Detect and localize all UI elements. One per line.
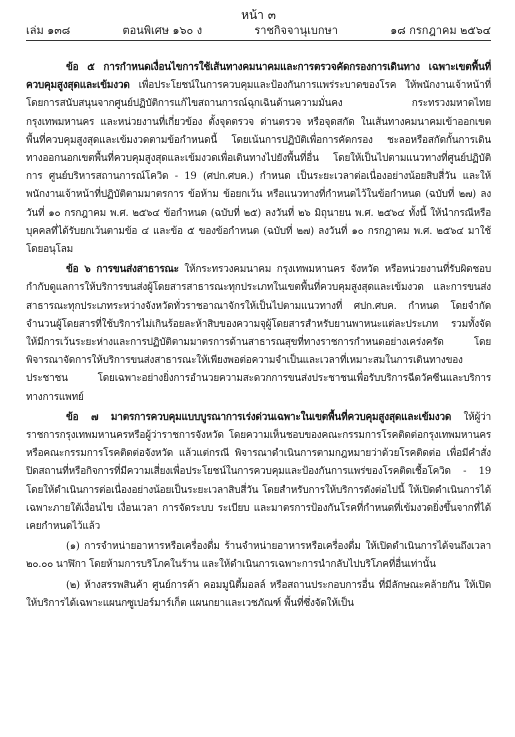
clause-5-paragraph (26, 59, 491, 259)
clause-7-item-1 (26, 538, 491, 574)
publication-name: ราชกิจจานุเบกษา (254, 24, 338, 37)
page-number: หน้า ๓ (241, 8, 276, 22)
clause-6-paragraph (26, 261, 491, 407)
item-1-text: (๑) การจำหน่ายอาหารหรือเครื่องดื่ม ร้านจำหน่ายอาหารหรือเครื่องดื่ม ให้เปิดดำเนินการได้จนถึงเวลา ๒๐.๐๐ นาฬิกา โดยห้ามการบริโภคในร้าน และให้ดำเนินการเฉพาะการนำกลับไปบริโภคที่อื่นเท่านั้น (26, 541, 491, 571)
clause-7-paragraph (26, 409, 491, 536)
clause-7-heading: ข้อ ๗ มาตรการควบคุมแบบบูรณาการเร่งด่วนเฉพาะในเขตพื้นที่ควบคุมสูงสุดและเข้มงวด (66, 411, 452, 423)
clause-6-text: ให้กระทรวงคมนาคม กรุงเทพมหานคร จังหวัด หรือหน่วยงานที่รับผิดชอบกำกับดูแลการให้บริการขนส่งผู้โดยสารสาธารณะทุกประเภทในเขตพื้นที่ควบคุมสูงสุดและเข้มงวด และการขนส่งสาธารณะทุกประเภทระหว่างจังหวัดทั่วราชอาณาจักรให้เป็นไปตามแนวทางที่ ศปก.ศบค. กำหนด โดยจำกัดจำนวนผู้โดยสารที่ใช้บริการไม่เกินร้อยละห้าสิบของความจุผู้โดยสารสำหรับยานพาหนะแต่ละประเภท รวมทั้งจัดให้มีการเว้นระยะห่างและการปฏิบัติตามมาตรการด้านสาธารณสุขที่ทางราชการกำหนดอย่างเคร่งครัด โดยพิจารณาจัดการให้บริการขนส่งสาธารณะให้เพียงพอต่อความจำเป็นและเวลาที่เหมาะสมในการเดินทางของประชาชน โดยเฉพาะอย่างยิ่งการอำนวยความสะดวกการขนส่งประชาชนเพื่อรับบริการฉีดวัคซีนและบริการทางการแพทย์ (26, 264, 491, 403)
item-2-text: (๒) ห้างสรรพสินค้า ศูนย์การค้า คอมมูนิตี้มอลล์ หรือสถานประกอบการอื่น ที่มีลักษณะคล้ายกัน ให้เปิดให้บริการได้เฉพาะแผนกซูเปอร์มาร์เก็ต แผนกยาและเวชภัณฑ์ พื้นที่ซึ่งจัดให้เป็น (26, 579, 491, 609)
publication-date: ๑๘ กรกฎาคม ๒๕๖๔ (390, 24, 491, 37)
clause-5-heading: ข้อ ๕ การกำหนดเงื่อนไขการใช้เส้นทางคมนาคมและการตรวจคัดกรองการเดินทาง เฉพาะเขตพื้นที่ควบคุมสูงสุดและเข้มงวด (26, 62, 491, 92)
volume-label: เล่ม ๑๓๘ (26, 24, 71, 37)
clause-5-text: เพื่อประโยชน์ในการควบคุมและป้องกันการแพร่ระบาดของโรค ให้พนักงานเจ้าหน้าที่โดยการสนับสนุนจากศูนย์ปฏิบัติการแก้ไขสถานการณ์ฉุกเฉินด้านความมั่นคง กระทรวงมหาดไทย กรุงเทพมหานคร และหน่วยงานที่เกี่ยวข้อง ตั้งจุดตรวจ ด่านตรวจ หรือจุดสกัด ในเส้นทางคมนาคมเข้าออกเขตพื้นที่ควบคุมสูงสุดและเข้มงวดตามข้อกำหนดนี้ โดยเน้นการปฏิบัติเพื่อการคัดกรอง ชะลอหรือสกัดกั้นการเดินทางออกนอกเขตพื้นที่ควบคุมสูงสุดและเข้มงวดเพื่อเดินทางไปยังพื้นที่อื่น โดยให้เป็นไปตามแนวทางที่ศูนย์ปฏิบัติการ ศูนย์บริหารสถานการณ์โควิด - 19 (ศปก.ศบค.) กำหนด เป็นระยะเวลาต่อเนื่องอย่างน้อยสิบสี่วัน และให้พนักงานเจ้าหน้าที่ปฏิบัติตามมาตรการ ข้อห้าม ข้อยกเว้น หรือแนวทางที่กำหนดไว้ในข้อกำหนด (ฉบับที่ ๒๗) ลงวันที่ ๑๐ กรกฎาคม พ.ศ. ๒๕๖๔ ข้อกำหนด (ฉบับที่ ๒๕) ลงวันที่ ๒๖ มิถุนายน พ.ศ. ๒๕๖๔ ทั้งนี้ ให้นำกรณีหรือบุคคลที่ได้รับยกเว้นตามข้อ ๔ และข้อ ๕ ของข้อกำหนด (ฉบับที่ ๒๗) ลงวันที่ ๑๐ กรกฎาคม พ.ศ. ๒๕๖๔ มาใช้โดยอนุโลม (26, 80, 491, 256)
gazette-header (26, 22, 491, 41)
clause-7-item-2 (26, 577, 491, 613)
clause-6-heading: ข้อ ๖ การขนส่งสาธารณะ (66, 264, 179, 276)
document-body (26, 59, 491, 613)
section-label: ตอนพิเศษ ๑๖๐ ง (122, 24, 203, 37)
clause-7-text: ให้ผู้ว่าราชการกรุงเทพมหานครหรือผู้ว่าราชการจังหวัด โดยความเห็นชอบของคณะกรรมการโรคติดต่อกรุงเทพมหานครหรือคณะกรรมการโรคติดต่อจังหวัด แล้วแต่กรณี พิจารณาดำเนินการตามกฎหมายว่าด้วยโรคติดต่อ เพื่อมีคำสั่งปิดสถานที่หรือกิจการที่มีความเสี่ยงเพื่อประโยชน์ในการควบคุมและป้องกันการแพร่ของโรคติดเชื้อโควิด - 19 โดยให้ดำเนินการต่อเนื่องอย่างน้อยเป็นระยะเวลาสิบสี่วัน โดยสำหรับการให้บริการดังต่อไปนี้ ให้เปิดดำเนินการได้เฉพาะภายใต้เงื่อนไข เงื่อนเวลา การจัดระบบ ระเบียบ และมาตรการป้องกันโรคที่กำหนดที่เข้มงวดยิ่งขึ้นจากที่ได้เคยกำหนดไว้แล้ว (26, 411, 492, 533)
